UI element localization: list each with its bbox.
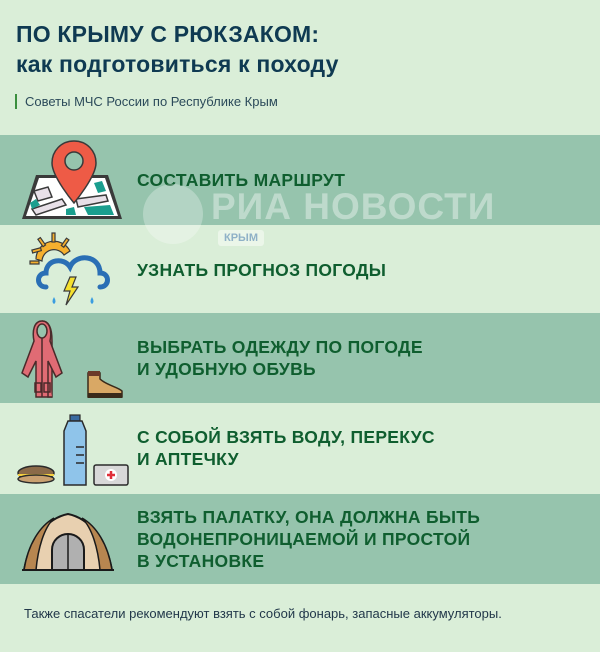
tip-label: УЗНАТЬ ПРОГНОЗ ПОГОДЫ <box>137 260 387 280</box>
page-title: ПО КРЫМУ С РЮКЗАКОМ: <box>16 21 320 47</box>
header <box>16 20 586 78</box>
tip-row-supplies <box>0 403 600 493</box>
tip-label: СОСТАВИТЬ МАРШРУТ <box>137 170 346 190</box>
tip-row-tent <box>0 494 600 584</box>
tip-row-clothing <box>0 313 600 403</box>
tip-label: С СОБОЙ ВЗЯТЬ ВОДУ, ПЕРЕКУС И АПТЕЧКУ <box>137 427 435 469</box>
page-subtitle: как подготовиться к походу <box>16 51 339 77</box>
food-water-firstaid-icon <box>14 407 132 489</box>
accent-bar <box>15 94 17 109</box>
map-pin-icon <box>14 139 132 221</box>
tip-label: ВЗЯТЬ ПАЛАТКУ, ОНА ДОЛЖНА БЫТЬ ВОДОНЕПРОНИЦАЕМОЙ И ПРОСТОЙ В УСТАНОВКЕ <box>137 507 481 571</box>
watermark-brand: РИА НОВОСТИ <box>211 186 496 227</box>
tip-row-route <box>0 135 600 225</box>
tip-row-weather <box>0 225 600 315</box>
source-text: Советы МЧС России по Республике Крым <box>25 93 278 109</box>
coat-boot-icon <box>14 317 132 399</box>
watermark-region: КРЫМ <box>218 230 264 246</box>
tent-icon <box>14 498 132 580</box>
source-attribution <box>15 92 278 110</box>
weather-storm-icon <box>14 229 132 311</box>
tip-label: ВЫБРАТЬ ОДЕЖДУ ПО ПОГОДЕ И УДОБНУЮ ОБУВЬ <box>137 337 423 379</box>
footer-note: Также спасатели рекомендуют взять с собой фонарь, запасные аккумуляторы. <box>24 606 502 621</box>
